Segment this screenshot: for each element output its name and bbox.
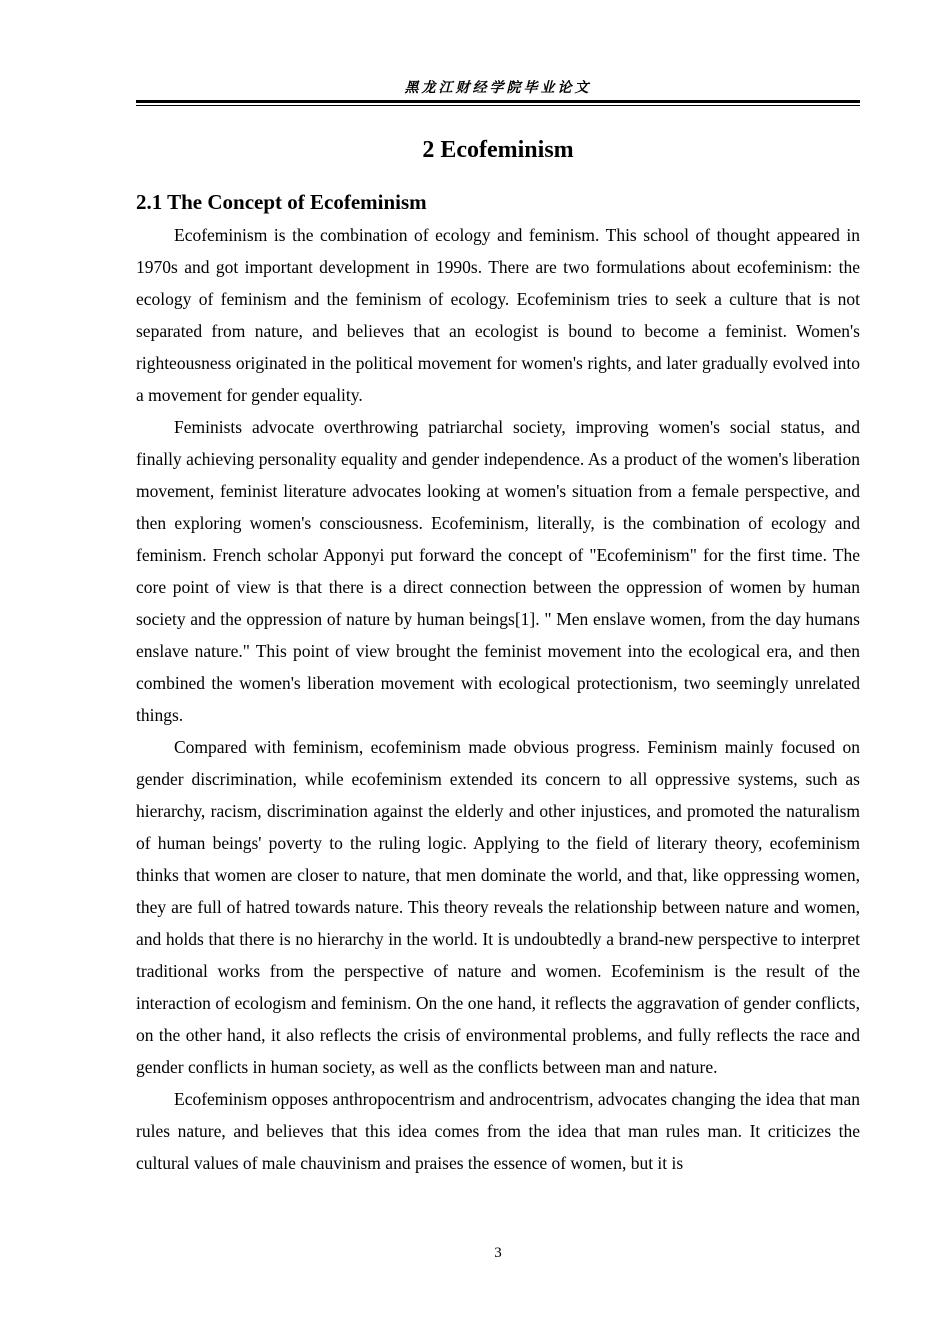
- header-rule-thin: [136, 105, 860, 106]
- chapter-title: 2 Ecofeminism: [422, 137, 574, 163]
- page-number: 3: [494, 1245, 502, 1261]
- section-title: 2.1 The Concept of Ecofeminism: [136, 190, 427, 214]
- paragraph: Ecofeminism is the combination of ecology and feminism. This school of thought appeared in 1970s and got important development in 1990s. There are two formulations about ecofeminism: the ecology of feminism and the feminism of ecology. Ecofeminism tries to seek a culture that is not separated from nature, and believes that an ecologist is bound to become a feminist. Women's righteousness originated in the political movement for women's rights, and later gradually evolved into a movement for gender equality.: [136, 225, 860, 405]
- paragraph: Feminists advocate overthrowing patriarchal society, improving women's social status, and finally achieving personality equality and gender independence. As a product of the women's liberation movement, feminist literature advocates looking at women's situation from a female perspective, and then exploring women's consciousness. Ecofeminism, literally, is the combination of ecology and feminism. French scholar Apponyi put forward the concept of "Ecofeminism" for the first time. The core point of view is that there is a direct connection between the oppression of women by human society and the oppression of nature by human beings[1]. " Men enslave women, from the day humans enslave nature." This point of view brought the feminist movement into the ecological era, and then combined the women's liberation movement with ecological protectionism, two seemingly unrelated things.: [136, 417, 860, 725]
- body-text: [136, 219, 860, 1179]
- paragraph: Ecofeminism opposes anthropocentrism and androcentrism, advocates changing the idea that man rules nature, and believes that this idea comes from the idea that man rules man. It criticizes the cultural values of male chauvinism and praises the essence of women, but it is: [136, 1089, 860, 1173]
- running-header: 黑龙江财经学院毕业论文: [404, 81, 592, 96]
- paragraph: Compared with feminism, ecofeminism made obvious progress. Feminism mainly focused on gender discrimination, while ecofeminism extended its concern to all oppressive systems, such as hierarchy, racism, discrimination against the elderly and other injustices, and promoted the naturalism of human beings' poverty to the ruling logic. Applying to the field of literary theory, ecofeminism thinks that women are closer to nature, that men dominate the world, and that, like oppressing women, they are full of hatred towards nature. This theory reveals the relationship between nature and women, and holds that there is no hierarchy in the world. It is undoubtedly a brand-new perspective to interpret traditional works from the perspective of nature and women. Ecofeminism is the result of the interaction of ecologism and feminism. On the one hand, it reflects the aggravation of gender conflicts, on the other hand, it also reflects the crisis of environmental problems, and fully reflects the race and gender conflicts in human society, as well as the conflicts between man and nature.: [136, 737, 860, 1077]
- header-rule-thick: [136, 100, 860, 103]
